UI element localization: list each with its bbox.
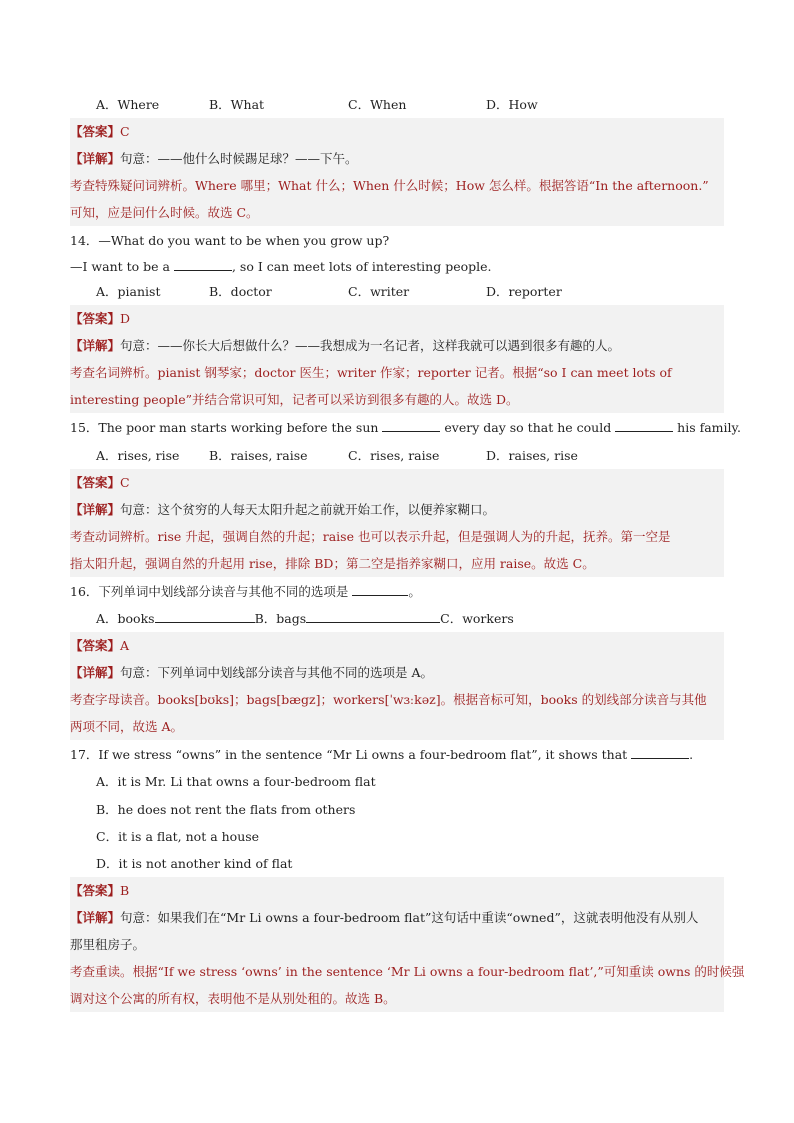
q16-detail-3: 两项不同，故选 A。 xyxy=(70,713,724,740)
detail-label: 【详解】 xyxy=(70,910,121,925)
q15-stem-b: every day so that he could xyxy=(444,420,612,435)
q16-option-a: A．books xyxy=(96,611,155,626)
q13-detail-2: 考查特殊疑问词辨析。Where 哪里；What 什么；When 什么时候；How 怎么样。根据答语“In the afternoon.” xyxy=(70,172,724,199)
answer-value: C xyxy=(120,475,130,490)
answer-value: D xyxy=(120,311,131,326)
q14-stem-2b: , so I can meet lots of interesting people. xyxy=(231,259,492,274)
q15-detail-1 xyxy=(70,496,724,523)
q13-option-d: D．How xyxy=(486,97,538,112)
q14-option-d: D．reporter xyxy=(486,284,562,299)
q15-options xyxy=(96,442,724,469)
detail-text: 句意：下列单词中划线部分读音与其他不同的选项是 A。 xyxy=(120,665,434,680)
q15-stem-a: 15．The poor man starts working before the sun xyxy=(70,420,379,435)
q15-option-c: C．rises, raise xyxy=(348,448,440,463)
q13-option-a: A．Where xyxy=(96,97,160,112)
answer-label: 【答案】 xyxy=(70,638,121,653)
q14-option-c: C．writer xyxy=(348,284,410,299)
q17-stem-b: . xyxy=(689,747,694,762)
answer-value: A xyxy=(120,638,130,653)
q14-option-a: A．pianist xyxy=(96,284,161,299)
detail-label: 【详解】 xyxy=(70,151,121,166)
detail-label: 【详解】 xyxy=(70,665,121,680)
q14-detail-1 xyxy=(70,332,724,359)
detail-text: 句意：——你长大后想做什么？——我想成为一名记者，这样我就可以遇到很多有趣的人。 xyxy=(120,338,621,353)
q17-detail-2: 那里租房子。 xyxy=(70,931,724,958)
q15-option-a: A．rises, rise xyxy=(96,448,180,463)
detail-text: 句意：如果我们在“Mr Li owns a four-bedroom flat”这句话中重读“owned”，这就表明他没有从别人 xyxy=(120,910,699,925)
blank xyxy=(155,606,255,623)
q17-detail-1 xyxy=(70,904,724,931)
detail-text: 句意：这个贫穷的人每天太阳升起之前就开始工作，以便养家糊口。 xyxy=(120,502,496,517)
q16-detail-1 xyxy=(70,659,724,686)
q17-option-a: A．it is Mr. Li that owns a four-bedroom flat xyxy=(96,774,376,789)
q15-option-d: D．raises, rise xyxy=(486,448,578,463)
q14-stem-1: 14．—What do you want to be when you grow up? xyxy=(70,233,390,248)
blank xyxy=(615,415,673,432)
q16-stem-text: 16．下列单词中划线部分读音与其他不同的选项是 xyxy=(70,584,349,599)
q16-stem-end: 。 xyxy=(408,584,421,599)
answer-value: C xyxy=(120,124,130,139)
blank xyxy=(352,579,408,596)
answer-label: 【答案】 xyxy=(70,124,121,139)
q15-stem-c: his family. xyxy=(677,420,741,435)
q13-option-c: C．When xyxy=(348,97,407,112)
q16-detail-2: 考查字母读音。books[bʊks]；bags[bægz]；workers[ˈwɜːkəz]。根据音标可知，books 的划线部分读音与其他 xyxy=(70,686,724,713)
q15-answer xyxy=(70,469,724,496)
q15-option-b: B．raises, raise xyxy=(209,448,308,463)
q13-option-b: B．What xyxy=(209,97,265,112)
q14-detail-2: 考查名词辨析。pianist 钢琴家；doctor 医生；writer 作家；reporter 记者。根据“so I can meet lots of xyxy=(70,359,724,386)
blank xyxy=(174,254,232,271)
q17-answer xyxy=(70,877,724,904)
q15-detail-3: 指太阳升起，强调自然的升起用 rise，排除 BD；第二空是指养家糊口，应用 raise。故选 C。 xyxy=(70,550,724,577)
q13-answer xyxy=(70,118,724,145)
answer-label: 【答案】 xyxy=(70,311,121,326)
q16-stem xyxy=(70,578,724,605)
q16-option-b: B．bags xyxy=(254,611,307,626)
q16-option-c: C．workers xyxy=(440,611,514,626)
q13-detail-1 xyxy=(70,145,724,172)
q16-options xyxy=(96,605,724,632)
q17-stem-a: 17．If we stress “owns” in the sentence “Mr Li owns a four-bedroom flat”, it shows that xyxy=(70,747,628,762)
q14-stem-2 xyxy=(70,253,724,280)
q14-option-b: B．doctor xyxy=(209,284,272,299)
answer-label: 【答案】 xyxy=(70,883,121,898)
q13-detail-3: 可知，应是问什么时候。故选 C。 xyxy=(70,199,724,226)
blank xyxy=(382,415,440,432)
q17-detail-4: 调对这个公寓的所有权，表明他不是从别处租的。故选 B。 xyxy=(70,985,724,1012)
q17-option-c: C．it is a flat, not a house xyxy=(96,829,260,844)
q14-answer xyxy=(70,305,724,332)
answer-value: B xyxy=(120,883,130,898)
q16-answer xyxy=(70,632,724,659)
q14-stem-2a: —I want to be a xyxy=(70,259,170,274)
detail-label: 【详解】 xyxy=(70,502,121,517)
q15-detail-2: 考查动词辨析。rise 升起，强调自然的升起；raise 也可以表示升起，但是强调人为的升起，抚养。第一空是 xyxy=(70,523,724,550)
blank xyxy=(631,742,689,759)
q13-options xyxy=(96,91,724,118)
q17-stem xyxy=(70,741,724,768)
q17-option-b: B．he does not rent the flats from others xyxy=(96,802,356,817)
detail-text: 句意：——他什么时候踢足球？——下午。 xyxy=(120,151,358,166)
q14-detail-3: interesting people”并结合常识可知，记者可以采访到很多有趣的人。故选 D。 xyxy=(70,386,724,413)
q14-options xyxy=(96,278,724,305)
blank xyxy=(306,606,440,623)
detail-label: 【详解】 xyxy=(70,338,121,353)
q17-option-d: D．it is not another kind of flat xyxy=(96,856,293,871)
q17-detail-3: 考查重读。根据“If we stress ‘owns’ in the sentence ‘Mr Li owns a four-bedroom flat’,”可知重读 owns 的时候强 xyxy=(70,958,724,985)
answer-label: 【答案】 xyxy=(70,475,121,490)
q15-stem xyxy=(70,414,741,441)
